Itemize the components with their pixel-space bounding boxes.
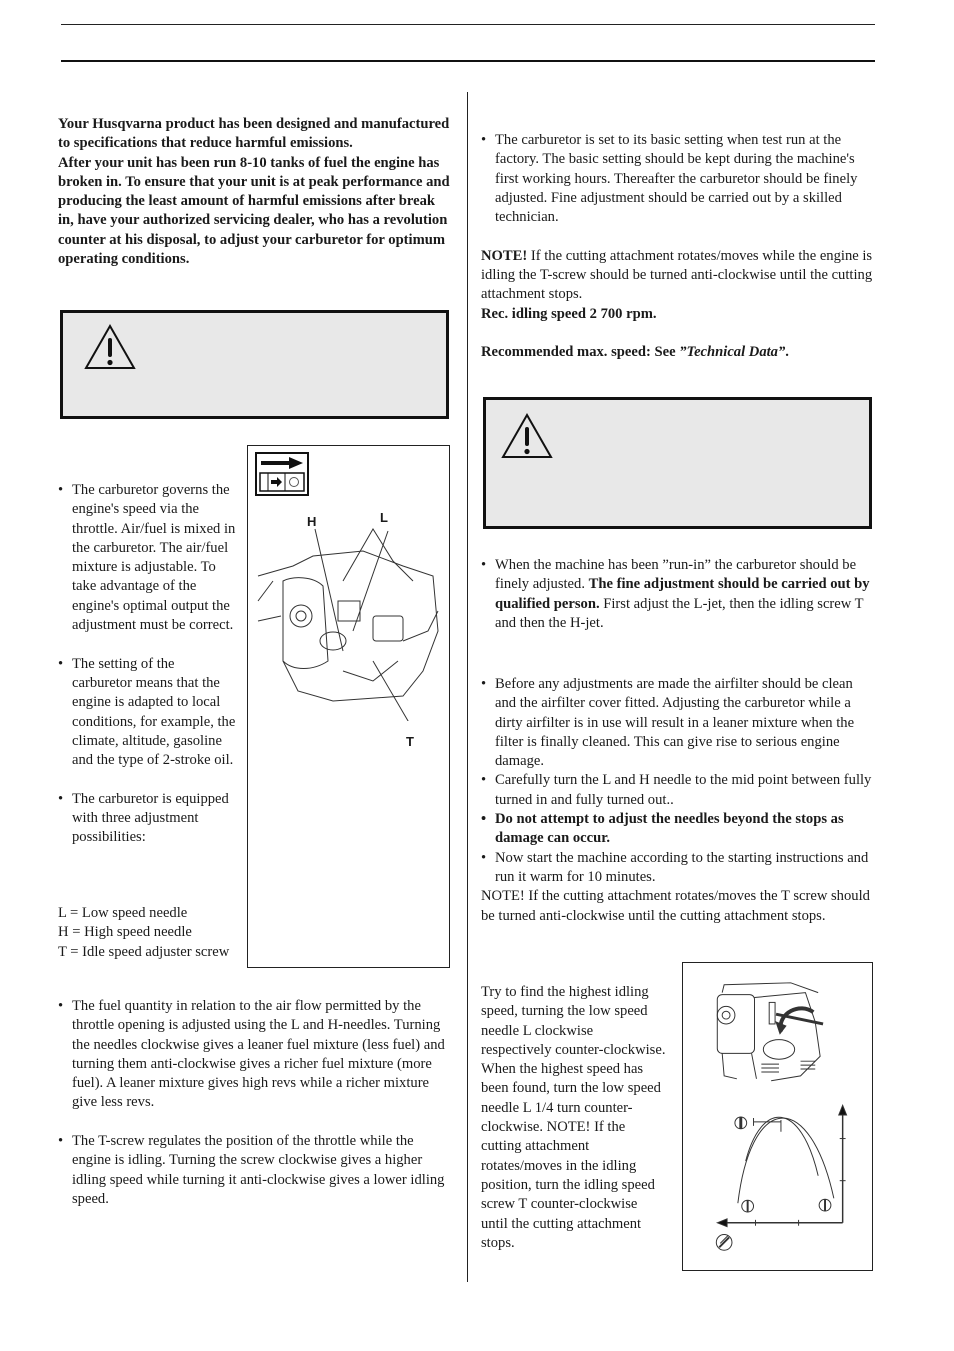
list-item: • Do not attempt to adjust the needles beyond the stops as damage can occur. xyxy=(481,810,874,849)
fine-adjustment-list xyxy=(481,556,874,633)
section-reference-icon xyxy=(255,452,309,496)
list-item: • Before any adjustments are made the airfilter should be clean and the airfilter cover fitted. Adjusting the carburetor while a dirty airfilter is in use will result in a leaner mixture when the filter is finally cleaned. This can give rise to serious engine damage. xyxy=(481,675,874,771)
warning-box xyxy=(60,310,449,419)
list-item xyxy=(481,556,874,633)
intro-paragraph: Your Husqvarna product has been designed and manufactured to specifications that reduce harmful emissions. xyxy=(58,116,450,152)
engine-illustration xyxy=(253,521,448,721)
list-item: • The carburetor governs the engine's speed via the throttle. Air/fuel is mixed in the carburetor. The air/fuel mixture is adjustable. To take advantage of the engine's optimal output the adjustment must be correct. xyxy=(58,481,238,635)
list-item: • The fuel quantity in relation to the air flow permitted by the throttle opening is adjusted using the L and H-needles. Turning the needles clockwise gives a leaner fuel mixture (less fuel) and turning them anti-clockwise gives a richer fuel mixture (more fuel). A leaner mixture gives high revs while a richer mixture give less revs. xyxy=(58,997,451,1113)
carburetor-info-list xyxy=(58,481,238,848)
list-item: • The carburetor is equipped with three adjustment possibilities: xyxy=(58,790,238,848)
needle-legend xyxy=(58,904,238,962)
period: . xyxy=(785,344,789,361)
note-paragraph xyxy=(481,247,874,305)
carburetor-figure xyxy=(247,445,450,968)
note-text: If the cutting attachment rotates/moves while the engine is idling the T-screw should be turned anti-clockwise until the cutting attachment stops. xyxy=(481,247,873,303)
label-l: L xyxy=(380,510,388,525)
technical-data-reference[interactable]: ”Technical Data” xyxy=(679,344,786,361)
low-speed-adjustment-figure xyxy=(682,962,873,1271)
preparation-section xyxy=(481,675,874,926)
needle-t: T = Idle speed adjuster screw xyxy=(58,943,230,960)
label-t: T xyxy=(406,734,414,749)
header-rule-bottom xyxy=(61,60,875,62)
note-paragraph: NOTE! If the cutting attachment rotates/moves the T screw should be turned anti-clockwise until the cutting attachment stops. xyxy=(481,888,870,924)
idle-adjustment-diagram xyxy=(683,963,874,1272)
needle-h: H = High speed needle xyxy=(58,924,192,941)
list-item: • Now start the machine according to the starting instructions and run it warm for 10 minutes. xyxy=(481,849,874,888)
list-item: • Carefully turn the L and H needle to the mid point between fully turned in and fully turned out.. xyxy=(481,771,874,810)
intro-paragraph: After your unit has been run 8-10 tanks of fuel the engine has broken in. To ensure that your unit is at peak performance and producing the least amount of harmful emissions after break in, have your authorized servicing dealer, who has a revolution counter at his disposal, to adjust your carburetor for optimum operating conditions. xyxy=(58,154,450,268)
bold-text: The fine adjustment should be carried out by qualified person. xyxy=(495,576,870,612)
warning-box xyxy=(483,397,872,529)
needle-adjustment-list xyxy=(58,997,451,1209)
basic-setting-section xyxy=(481,131,874,363)
text: First adjust the L-jet, then the idling screw T and then the H-jet. xyxy=(495,595,864,631)
list-item: • The setting of the carburetor means that the engine is adapted to local conditions, for example, the climate, altitude, gasoline and the type of 2-stroke oil. xyxy=(58,655,238,771)
max-speed-line xyxy=(481,343,874,362)
column-divider xyxy=(467,92,468,1282)
label-h: H xyxy=(307,514,317,529)
recommended-idle-speed: Rec. idling speed 2 700 rpm. xyxy=(481,305,657,322)
note-label: NOTE! xyxy=(481,247,528,264)
header-rule-top xyxy=(61,24,875,25)
intro-text xyxy=(58,115,450,269)
text: When the machine has been ”run-in” the carburetor should be finely adjusted. xyxy=(495,557,857,593)
warning-triangle-icon xyxy=(83,323,137,371)
list-item: • The carburetor is set to its basic setting when test run at the factory. The basic setting should be kept during the machine's first working hours. Thereafter the carburetor should be finely adjusted. Fine adjustment should be carried out by a skilled technician. xyxy=(481,131,874,227)
list-item: • The T-screw regulates the position of the throttle while the engine is idling. Turning the screw clockwise gives a higher idling speed while turning it anti-clockwise gives a lower idling speed. xyxy=(58,1132,451,1209)
max-speed-label: Recommended max. speed: See xyxy=(481,344,680,361)
low-speed-instructions: Try to find the highest idling speed, turning the low speed needle L clockwise respectively counter-clockwise. When the highest speed has been found, turn the low speed needle L 1/4 turn counter-clockwise. NOTE! If the cutting attachment rotates/moves in the idling position, turn the idling speed screw T counter-clockwise until the cutting attachment stops. xyxy=(481,984,666,1251)
needle-l: L = Low speed needle xyxy=(58,905,188,921)
warning-triangle-icon xyxy=(500,412,554,460)
